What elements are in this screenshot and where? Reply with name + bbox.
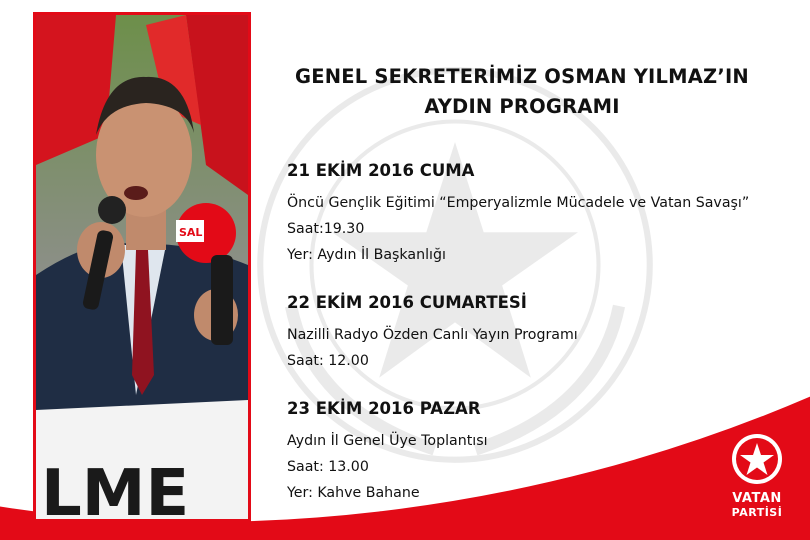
event-time: Saat: 12.00 xyxy=(287,353,369,369)
event-time: Saat:19.30 xyxy=(287,221,365,237)
event-description: Aydın İl Genel Üye Toplantısı xyxy=(287,433,488,449)
title-line-1: GENEL SEKRETERİMİZ OSMAN YILMAZ’IN xyxy=(295,65,749,88)
red-star-circle-icon xyxy=(722,432,792,486)
event-block-2 xyxy=(287,292,797,374)
event-date: 23 EKİM 2016 PAZAR xyxy=(287,399,481,418)
title-line-2: AYDIN PROGRAMI xyxy=(424,95,620,118)
event-block-3 xyxy=(287,398,797,506)
mic-label: SAL xyxy=(179,226,203,239)
event-location: Yer: Kahve Bahane xyxy=(287,485,420,501)
vatan-partisi-logo xyxy=(722,432,792,519)
event-date: 22 EKİM 2016 CUMARTESİ xyxy=(287,293,527,312)
speaker-photo xyxy=(33,12,251,522)
logo-line-2: PARTİSİ xyxy=(731,506,783,519)
svg-text:LME: LME xyxy=(41,457,190,519)
poster-title xyxy=(262,62,782,122)
event-description: Nazilli Radyo Özden Canlı Yayın Programı xyxy=(287,327,578,343)
event-location: Yer: Aydın İl Başkanlığı xyxy=(287,247,446,263)
event-description: Öncü Gençlik Eğitimi “Emperyalizmle Mücadele ve Vatan Savaşı” xyxy=(287,195,750,211)
event-time: Saat: 13.00 xyxy=(287,459,369,475)
event-date: 21 EKİM 2016 CUMA xyxy=(287,161,475,180)
event-block-1 xyxy=(287,160,797,268)
logo-line-1: VATAN xyxy=(732,491,782,506)
